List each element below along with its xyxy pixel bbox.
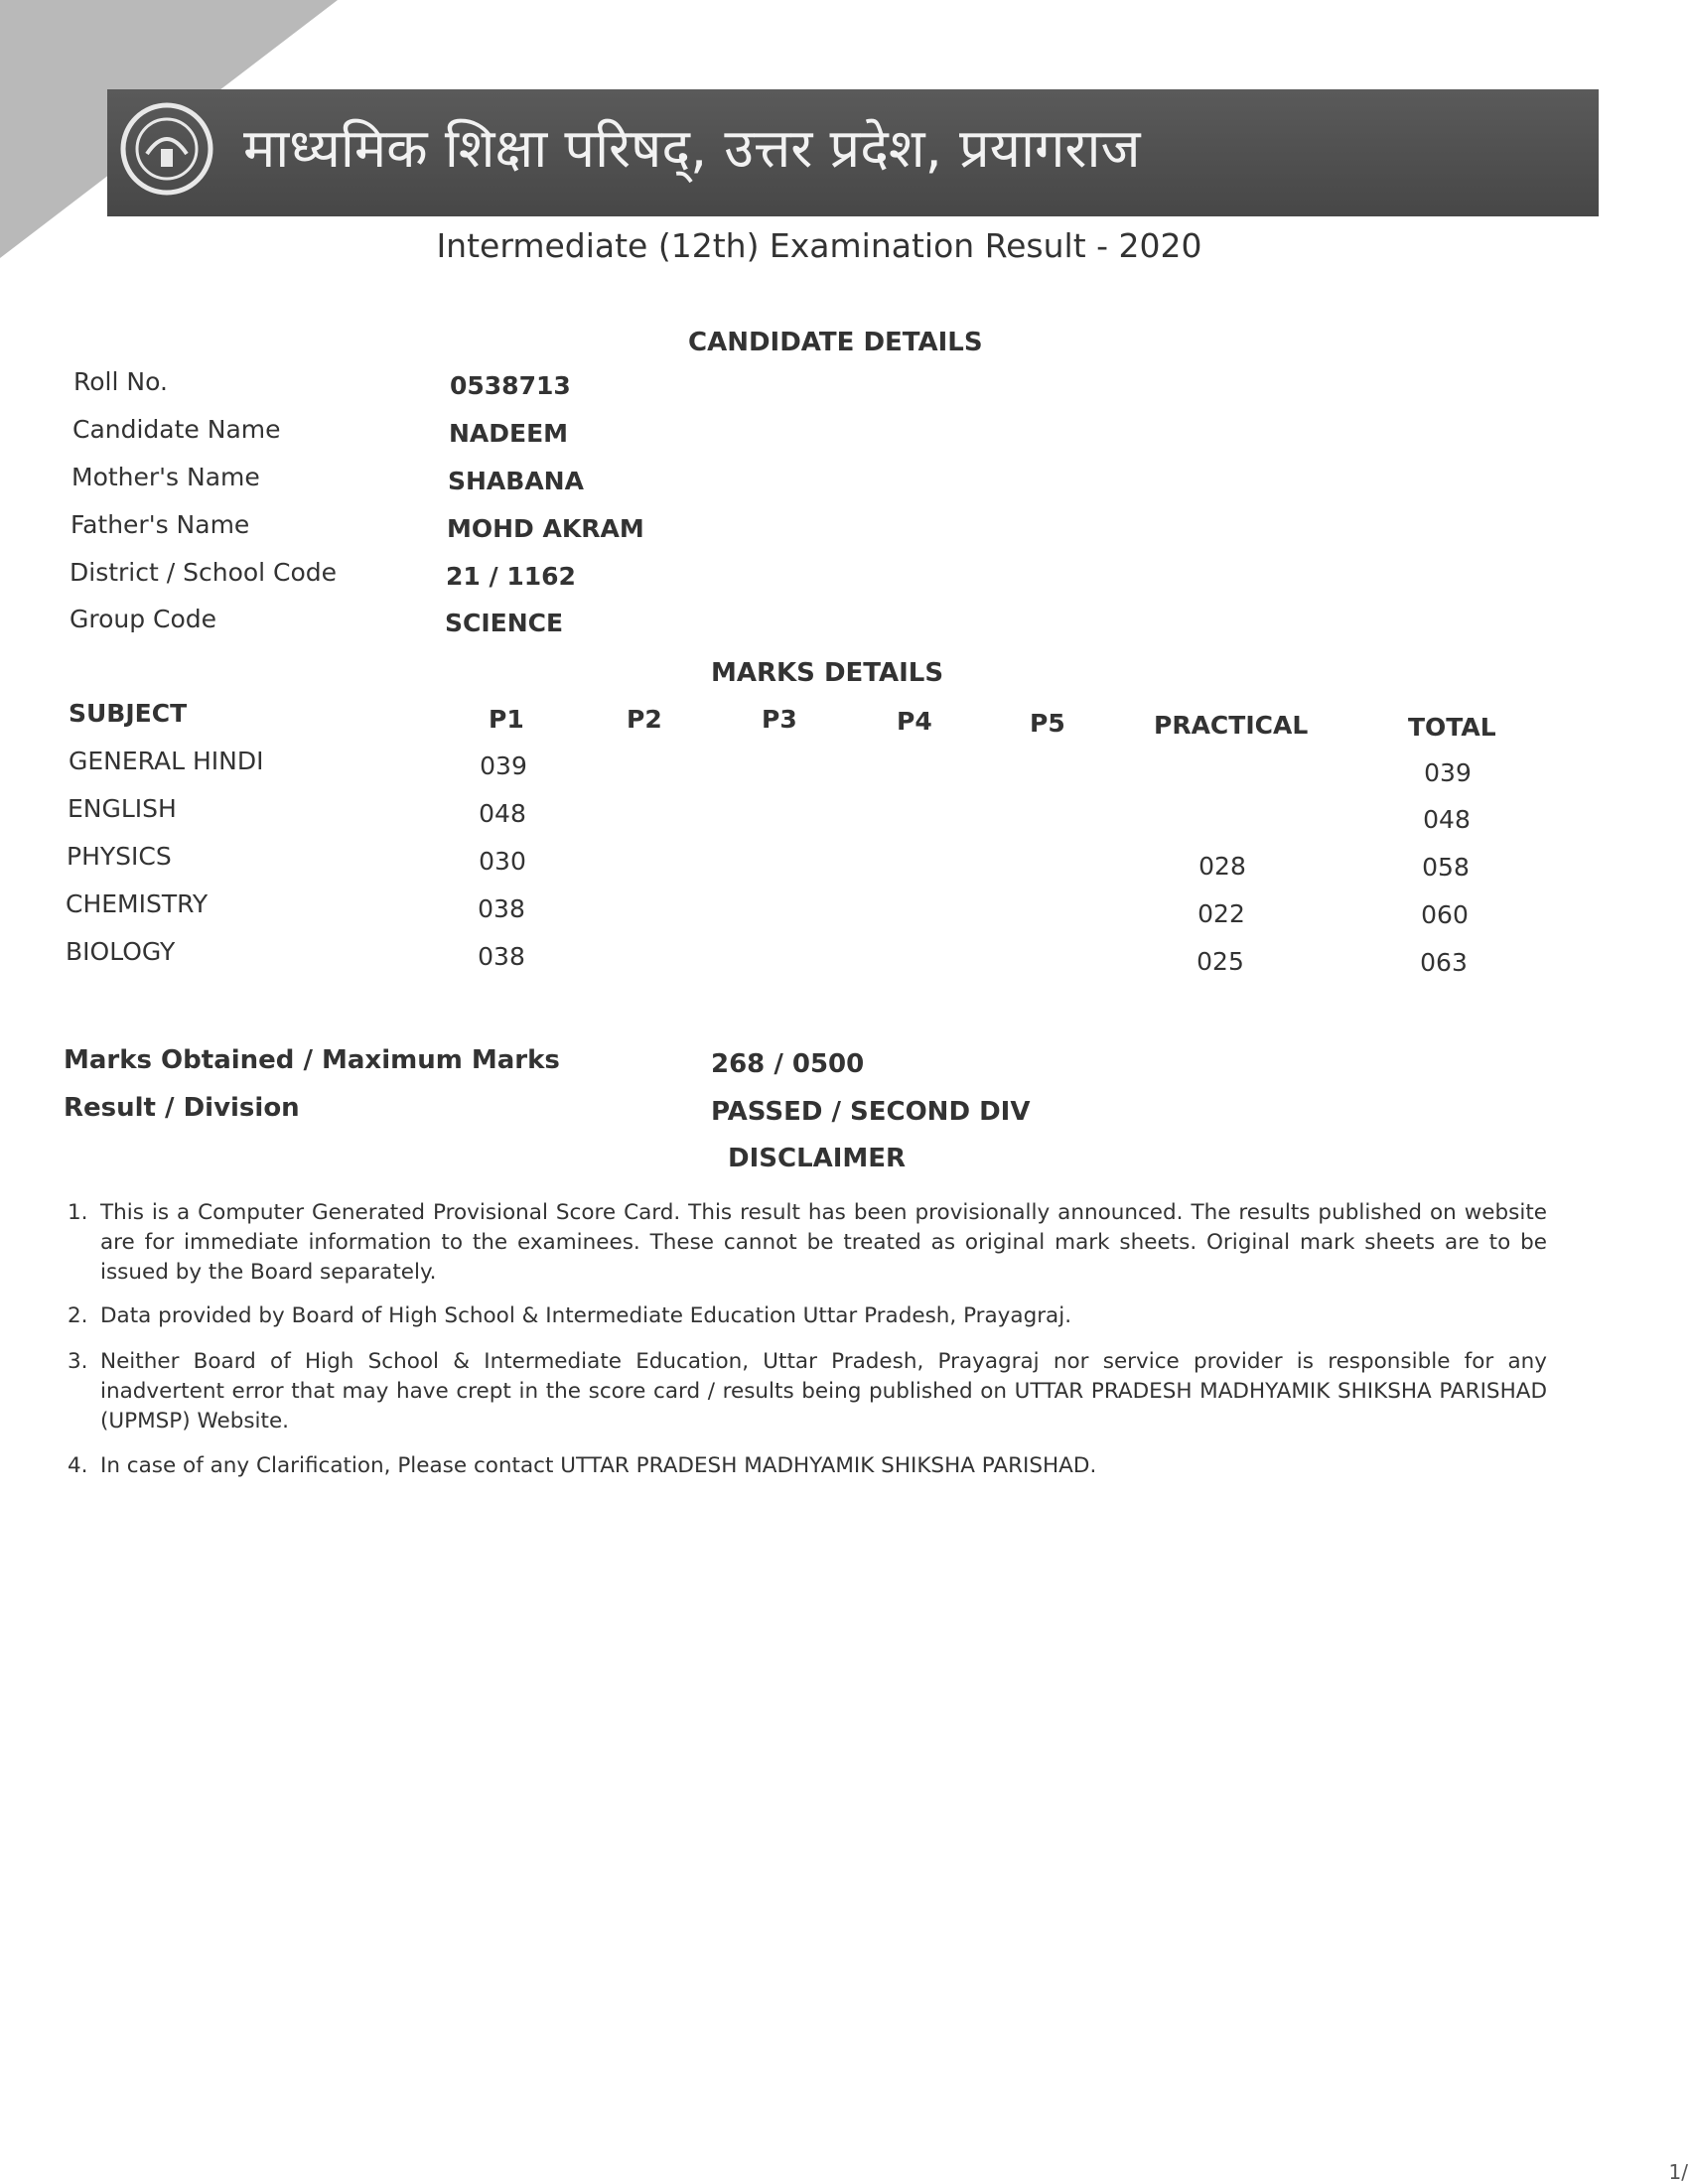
candidate-name-value: NADEEM (449, 419, 569, 448)
disclaimer-item (68, 1301, 1547, 1331)
roll-no-value: 0538713 (450, 371, 571, 400)
disclaimer-text: Neither Board of High School & Intermediate Education, Uttar Pradesh, Prayagraj nor service provider is responsible for any inadvertent error that may have crept in the score card / results being published on UTTAR PRADESH MADHYAMIK SHIKSHA PARISHAD (UPMSP) Website. (100, 1349, 1547, 1433)
disclaimer-number: 2. (68, 1303, 88, 1328)
district-school-code-value: 21 / 1162 (446, 562, 576, 591)
p1-header: P1 (489, 705, 524, 734)
p3-header: P3 (762, 705, 797, 734)
disclaimer-number: 4. (68, 1453, 88, 1478)
p1-mark: 048 (479, 799, 526, 828)
practical-mark: 028 (1198, 852, 1246, 881)
subject-name: BIOLOGY (66, 937, 176, 966)
group-code-value: SCIENCE (445, 609, 564, 637)
subject-name: PHYSICS (67, 842, 172, 871)
disclaimer-text: In case of any Clarification, Please contact UTTAR PRADESH MADHYAMIK SHIKSHA PARISHAD. (100, 1453, 1097, 1478)
disclaimer-title: DISCLAIMER (728, 1144, 907, 1173)
district-school-code-label: District / School Code (70, 558, 338, 587)
subject-name: CHEMISTRY (66, 889, 209, 918)
candidate-name-label: Candidate Name (72, 415, 281, 444)
disclaimer-number: 3. (68, 1349, 88, 1374)
subject-header: SUBJECT (69, 699, 188, 728)
mother-name-value: SHABANA (448, 467, 584, 495)
father-name-value: MOHD AKRAM (447, 514, 644, 543)
result-division-value: PASSED / SECOND DIV (711, 1097, 1031, 1127)
exam-title: Intermediate (12th) Examination Result - 2020 (436, 226, 1202, 265)
total-mark: 039 (1424, 758, 1472, 787)
disclaimer-item (68, 1451, 1547, 1481)
p5-header: P5 (1030, 709, 1065, 738)
disclaimer-text: This is a Computer Generated Provisional Score Card. This result has been provisionally announced. The results published on website are for immediate information to the examinees. These cannot be treated as original mark sheets. Original mark sheets are to be issued by the Board separately. (100, 1200, 1547, 1285)
group-code-label: Group Code (70, 605, 217, 633)
total-mark: 058 (1422, 853, 1470, 882)
p1-mark: 038 (478, 942, 525, 971)
practical-header: PRACTICAL (1154, 711, 1309, 740)
p1-mark: 038 (478, 894, 525, 923)
mother-name-label: Mother's Name (71, 463, 260, 491)
p1-mark: 039 (480, 751, 527, 780)
board-name-hindi: माध्यमिक शिक्षा परिषद्, उत्तर प्रदेश, प्रयागराज (243, 117, 1141, 180)
candidate-details-title: CANDIDATE DETAILS (688, 328, 983, 357)
marks-obtained-label: Marks Obtained / Maximum Marks (64, 1045, 560, 1075)
total-header: TOTAL (1408, 713, 1496, 742)
subject-name: ENGLISH (68, 794, 177, 823)
p2-header: P2 (627, 705, 662, 734)
page-number-fragment: 1/ (1668, 2160, 1688, 2184)
practical-mark: 022 (1197, 899, 1245, 928)
board-emblem-icon (117, 99, 216, 199)
father-name-label: Father's Name (70, 510, 250, 539)
p4-header: P4 (897, 707, 932, 736)
disclaimer-number: 1. (68, 1200, 88, 1225)
marks-obtained-value: 268 / 0500 (711, 1049, 865, 1079)
disclaimer-item (68, 1347, 1547, 1436)
subject-name: GENERAL HINDI (69, 747, 264, 775)
p1-mark: 030 (479, 847, 526, 876)
total-mark: 048 (1423, 805, 1471, 834)
disclaimer-item (68, 1198, 1547, 1288)
roll-no-label: Roll No. (73, 367, 168, 396)
marks-details-title: MARKS DETAILS (711, 658, 944, 688)
total-mark: 060 (1421, 900, 1469, 929)
practical-mark: 025 (1196, 947, 1244, 976)
result-division-label: Result / Division (64, 1093, 300, 1123)
total-mark: 063 (1420, 948, 1468, 977)
disclaimer-text: Data provided by Board of High School & Intermediate Education Uttar Pradesh, Prayagraj. (100, 1303, 1072, 1328)
